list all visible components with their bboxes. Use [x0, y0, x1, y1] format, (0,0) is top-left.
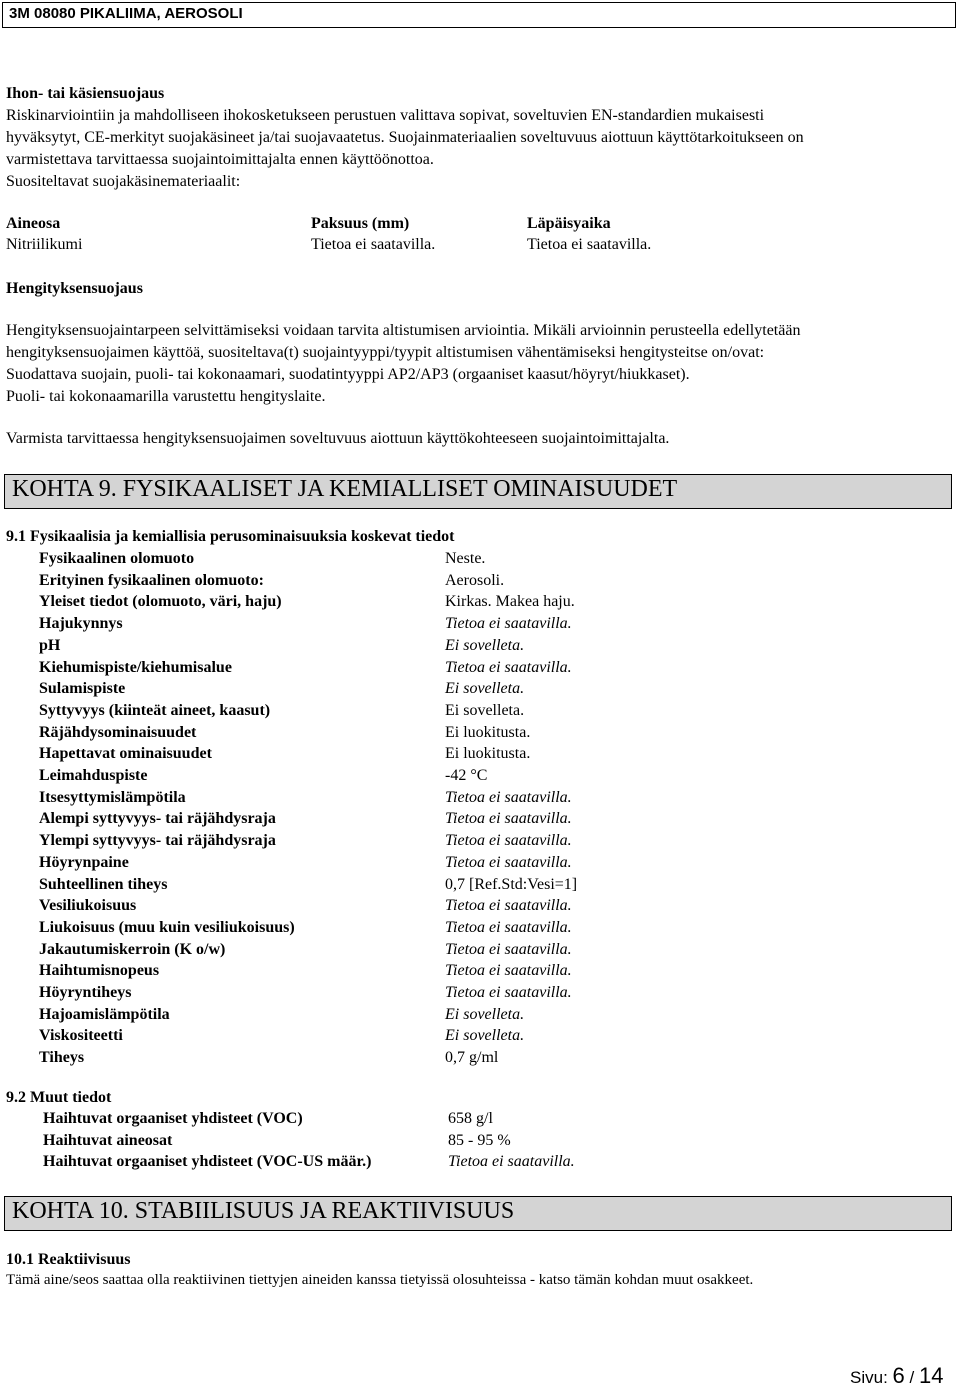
skin-protection-heading: Ihon- tai käsiensuojaus: [6, 85, 165, 102]
property-value: Aerosoli.: [445, 571, 505, 589]
property-label: Yleiset tiedot (olomuoto, väri, haju): [39, 593, 282, 611]
skin-protection-line: varmistettava tarvittaessa suojaintoimittajalta ennen käyttöönottoa.: [6, 151, 434, 168]
property-value: Tietoa ei saatavilla.: [445, 918, 572, 936]
property-label: Hajoamislämpötila: [39, 1005, 170, 1023]
property-label: Alempi syttyvyys- tai räjähdysraja: [39, 810, 276, 828]
property-value: Ei sovelleta.: [445, 636, 525, 654]
property-label: Suhteellinen tiheys: [39, 875, 168, 893]
respiratory-note: Varmista tarvittaessa hengityksensuojaimen soveltuvuus aiottuun käyttökohteeseen suojaintoimittajalta.: [6, 430, 670, 447]
property-label: Kiehumispiste/kiehumisalue: [39, 658, 232, 676]
page-total: 14: [918, 1363, 944, 1388]
subsection-9-1-heading: 9.1 Fysikaalisia ja kemiallisia perusominaisuuksia koskevat tiedot: [6, 528, 455, 545]
property-value: Tietoa ei saatavilla.: [445, 788, 572, 806]
property-label: Syttyvyys (kiinteät aineet, kaasut): [39, 701, 271, 719]
product-title: 3M 08080 PIKALIIMA, AEROSOLI: [9, 5, 243, 22]
property-value: Neste.: [445, 550, 486, 567]
property-value: Tietoa ei saatavilla.: [445, 984, 572, 1001]
property-value: Tietoa ei saatavilla.: [445, 615, 572, 633]
property-label: Jakautumiskerroin (K o/w): [39, 940, 226, 958]
property-value: 658 g/l: [448, 1110, 493, 1127]
property-value: Ei sovelleta.: [445, 680, 525, 698]
glove-table-cell: Tietoa ei saatavilla.: [527, 236, 652, 253]
respiratory-line: Hengityksensuojaintarpeen selvittämiseksi voidaan tarvita altistumisen arviointia. Mikäli arvioinnin perusteella edellytetään: [6, 322, 801, 339]
property-label: Leimahduspiste: [39, 767, 148, 784]
property-label: Liukoisuus (muu kuin vesiliukoisuus): [39, 918, 295, 936]
property-value: Tietoa ei saatavilla.: [445, 832, 572, 850]
page-current: 6: [892, 1363, 905, 1388]
property-value: Ei sovelleta.: [445, 701, 525, 719]
property-label: Tiheys: [39, 1049, 85, 1067]
property-value: Kirkas. Makea haju.: [445, 593, 575, 611]
property-value: Ei luokitusta.: [445, 745, 531, 763]
property-value: Tietoa ei saatavilla.: [445, 658, 572, 676]
property-label: Räjähdysominaisuudet: [39, 723, 197, 741]
property-value: Ei sovelleta.: [445, 1027, 525, 1045]
property-label: Haihtuvat aineosat: [43, 1131, 173, 1149]
property-label: Haihtumisnopeus: [39, 962, 160, 980]
respiratory-heading: Hengityksensuojaus: [6, 280, 143, 297]
property-value: 0,7 [Ref.Std:Vesi=1]: [445, 875, 578, 893]
property-label: Hapettavat ominaisuudet: [39, 745, 212, 763]
property-label: Höyryntiheys: [39, 984, 132, 1001]
property-label: Ylempi syttyvyys- tai räjähdysraja: [39, 832, 276, 850]
property-label: Höyrynpaine: [39, 853, 129, 871]
page-separator: /: [909, 1368, 915, 1387]
property-label: Haihtuvat orgaaniset yhdisteet (VOC): [43, 1110, 303, 1127]
property-label: Hajukynnys: [39, 615, 123, 633]
reactivity-text: Tämä aine/seos saattaa olla reaktiivinen tiettyjen aineiden kanssa tietyissä olosuhteissa - katso tämän kohdan muut osakkeet.: [6, 1272, 754, 1288]
section-10-title-bar: [4, 1196, 952, 1231]
subsection-9-2-heading: 9.2 Muut tiedot: [6, 1089, 112, 1106]
respiratory-line: Puoli- tai kokonaamarilla varustettu hengityslaite.: [6, 388, 326, 405]
property-label: Haihtuvat orgaaniset yhdisteet (VOC-US määr.): [43, 1153, 372, 1170]
document-header: [2, 2, 956, 28]
property-value: Tietoa ei saatavilla.: [448, 1153, 575, 1170]
respiratory-line: hengityksensuojaimen käyttöä, suositeltava(t) suojaintyyppi/tyypit altistumisen vähentämiseksi hengitysteitse on/ovat:: [6, 344, 765, 361]
property-value: 85 - 95 %: [448, 1131, 511, 1149]
property-value: Ei luokitusta.: [445, 723, 531, 741]
subsection-10-1-heading: 10.1 Reaktiivisuus: [6, 1251, 131, 1268]
property-value: -42 °C: [445, 767, 488, 784]
property-label: Vesiliukoisuus: [39, 897, 137, 915]
property-label: Sulamispiste: [39, 680, 126, 698]
respiratory-line: Suodattava suojain, puoli- tai kokonaamari, suodatintyyppi AP2/AP3 (orgaaniset kaasut/höyryt/hiukkaset).: [6, 366, 690, 383]
skin-protection-line: Riskinarviointiin ja mahdolliseen ihokosketukseen perustuen valittava sopivat, soveltuvien EN-standardien mukaisesti: [6, 107, 765, 124]
property-value: 0,7 g/ml: [445, 1049, 499, 1067]
property-label: Fysikaalinen olomuoto: [39, 550, 195, 567]
glove-table-header: Paksuus (mm): [311, 215, 410, 232]
property-value: Tietoa ei saatavilla.: [445, 853, 572, 871]
skin-protection-line: Suositeltavat suojakäsinemateriaalit:: [6, 173, 241, 190]
section-10-title: KOHTA 10. STABIILISUUS JA REAKTIIVISUUS: [12, 1198, 515, 1224]
property-label: pH: [39, 636, 61, 654]
section-9-title-bar: [4, 474, 952, 509]
property-label: Viskositeetti: [39, 1027, 123, 1045]
glove-table-header: Läpäisyaika: [527, 215, 611, 232]
property-value: Tietoa ei saatavilla.: [445, 940, 572, 958]
glove-table-header: Aineosa: [6, 215, 61, 232]
property-label: Itsesyttymislämpötila: [39, 788, 186, 806]
glove-table-cell: Tietoa ei saatavilla.: [311, 236, 436, 253]
section-9-title: KOHTA 9. FYSIKAALISET JA KEMIALLISET OMINAISUUDET: [12, 476, 678, 502]
page-label: Sivu:: [850, 1368, 888, 1387]
property-value: Tietoa ei saatavilla.: [445, 810, 572, 828]
skin-protection-line: hyväksytyt, CE-merkityt suojakäsineet ja/tai suojavaatetus. Suojainmateriaalien soveltuvuus aiottuun käyttötarkoitukseen on: [6, 129, 804, 146]
property-value: Tietoa ei saatavilla.: [445, 962, 572, 980]
property-value: Ei sovelleta.: [445, 1005, 525, 1023]
glove-table-cell: Nitriilikumi: [6, 236, 83, 253]
property-value: Tietoa ei saatavilla.: [445, 897, 572, 915]
page-indicator: [850, 1363, 943, 1389]
property-label: Erityinen fysikaalinen olomuoto:: [39, 571, 264, 589]
